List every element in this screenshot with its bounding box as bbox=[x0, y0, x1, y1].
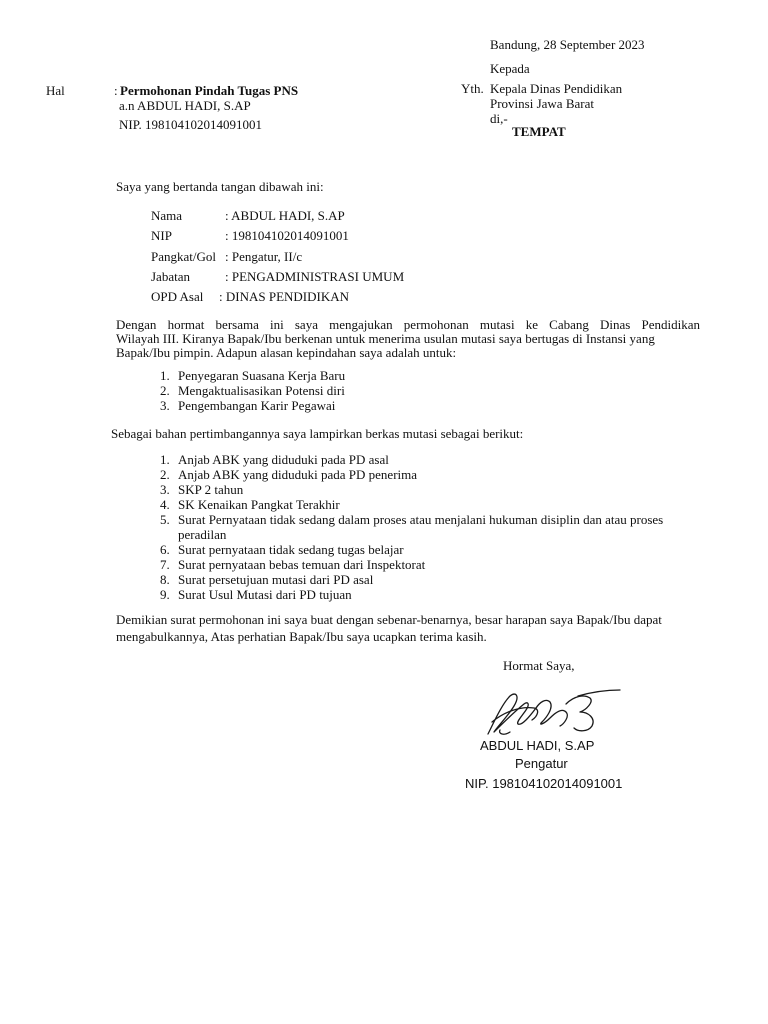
signatory-name: ABDUL HADI, S.AP bbox=[480, 738, 595, 753]
reasons-list bbox=[160, 368, 345, 413]
attachment-text: Surat Usul Mutasi dari PD tujuan bbox=[178, 587, 352, 602]
yth-label: Yth. bbox=[461, 81, 484, 96]
request-line-2: Wilayah III. Kiranya Bapak/Ibu berkenan untuk menerima usulan mutasi saya bertugas di Instansi yang bbox=[116, 331, 655, 346]
identity-value-nama: : ABDUL HADI, S.AP bbox=[225, 208, 345, 223]
recipient-line-2: Provinsi Jawa Barat bbox=[490, 96, 594, 111]
list-item: 2. Anjab ABK yang diduduki pada PD penerima bbox=[160, 467, 418, 482]
subject-colon: : bbox=[114, 83, 118, 98]
list-item: 9. Surat Usul Mutasi dari PD tujuan bbox=[160, 587, 352, 602]
request-line-1: Dengan hormat bersama ini saya mengajukan permohonan mutasi ke Cabang Dinas Pendidikan bbox=[116, 317, 700, 332]
signatory-rank: Pengatur bbox=[515, 756, 568, 771]
identity-label-opd: OPD Asal bbox=[151, 289, 204, 304]
identity-label-pangkat: Pangkat/Gol bbox=[151, 249, 216, 264]
closing-line-1: Demikian surat permohonan ini saya buat dengan sebenar-benarnya, besar harapan saya Bapak/Ibu dapat bbox=[116, 612, 662, 627]
list-item: 6. Surat pernyataan tidak sedang tugas belajar bbox=[160, 542, 404, 557]
list-item: 2. Mengaktualisasikan Potensi diri bbox=[160, 383, 345, 398]
list-item: 7. Surat pernyataan bebas temuan dari Inspektorat bbox=[160, 557, 426, 572]
attachment-text: Surat Pernyataan tidak sedang dalam proses atau menjalani hukuman disiplin dan atau proses peradilan bbox=[178, 512, 664, 542]
request-line-3: Bapak/Ibu pimpin. Adapun alasan kepindahan saya adalah untuk: bbox=[116, 345, 457, 360]
place-date: Bandung, 28 September 2023 bbox=[490, 37, 645, 52]
subject-label: Hal bbox=[46, 83, 65, 98]
subject-an-line: a.n ABDUL HADI, S.AP bbox=[119, 98, 251, 113]
reason-text: Penyegaran Suasana Kerja Baru bbox=[178, 368, 346, 383]
recipient-line-3: di,- bbox=[490, 111, 508, 126]
kepada-label: Kepada bbox=[490, 61, 530, 76]
identity-value-pangkat: : Pengatur, II/c bbox=[225, 249, 303, 264]
list-item: 8. Surat persetujuan mutasi dari PD asal bbox=[160, 572, 374, 587]
closing-line-2: mengabulkannya, Atas perhatian Bapak/Ibu saya ucapkan terima kasih. bbox=[116, 629, 487, 644]
reason-text: Mengaktualisasikan Potensi diri bbox=[178, 383, 345, 398]
attachment-text: Surat persetujuan mutasi dari PD asal bbox=[178, 572, 374, 587]
identity-value-opd: : DINAS PENDIDIKAN bbox=[219, 289, 349, 304]
list-item: 5. Surat Pernyataan tidak sedang dalam proses atau menjalani hukuman disiplin dan atau proses peradilan bbox=[160, 512, 664, 542]
attachment-text: Surat pernyataan tidak sedang tugas belajar bbox=[178, 542, 404, 557]
attachment-text: Anjab ABK yang diduduki pada PD penerima bbox=[178, 467, 418, 482]
attachment-text: SKP 2 tahun bbox=[178, 482, 244, 497]
recipient-line-1: Kepala Dinas Pendidikan bbox=[490, 81, 623, 96]
opening-text: Saya yang bertanda tangan dibawah ini: bbox=[116, 179, 324, 194]
identity-label-nama: Nama bbox=[151, 208, 183, 223]
signatory-nip: NIP. 198104102014091001 bbox=[465, 776, 623, 791]
attachment-text: SK Kenaikan Pangkat Terakhir bbox=[178, 497, 340, 512]
identity-label-jabatan: Jabatan bbox=[151, 269, 190, 284]
attachments-list bbox=[160, 452, 700, 602]
identity-label-nip: NIP bbox=[151, 228, 172, 243]
list-item: 1. Anjab ABK yang diduduki pada PD asal bbox=[160, 452, 389, 467]
subject-title: Permohonan Pindah Tugas PNS bbox=[120, 83, 299, 98]
list-item: 3. SKP 2 tahun bbox=[160, 482, 244, 497]
list-item: 4. SK Kenaikan Pangkat Terakhir bbox=[160, 497, 340, 512]
attachment-text: Anjab ABK yang diduduki pada PD asal bbox=[178, 452, 389, 467]
salutation: Hormat Saya, bbox=[503, 658, 575, 673]
identity-value-nip: : 198104102014091001 bbox=[225, 228, 349, 243]
list-item: 3. Pengembangan Karir Pegawai bbox=[160, 398, 336, 413]
handwritten-signature-icon bbox=[480, 682, 630, 740]
attachments-intro: Sebagai bahan pertimbangannya saya lampirkan berkas mutasi sebagai berikut: bbox=[111, 426, 524, 441]
attachment-text: Surat pernyataan bebas temuan dari Inspektorat bbox=[178, 557, 426, 572]
list-item: 1. Penyegaran Suasana Kerja Baru bbox=[160, 368, 346, 383]
tempat-label: TEMPAT bbox=[512, 124, 566, 139]
reason-text: Pengembangan Karir Pegawai bbox=[178, 398, 336, 413]
identity-value-jabatan: : PENGADMINISTRASI UMUM bbox=[225, 269, 405, 284]
subject-nip-line: NIP. 198104102014091001 bbox=[119, 117, 263, 132]
